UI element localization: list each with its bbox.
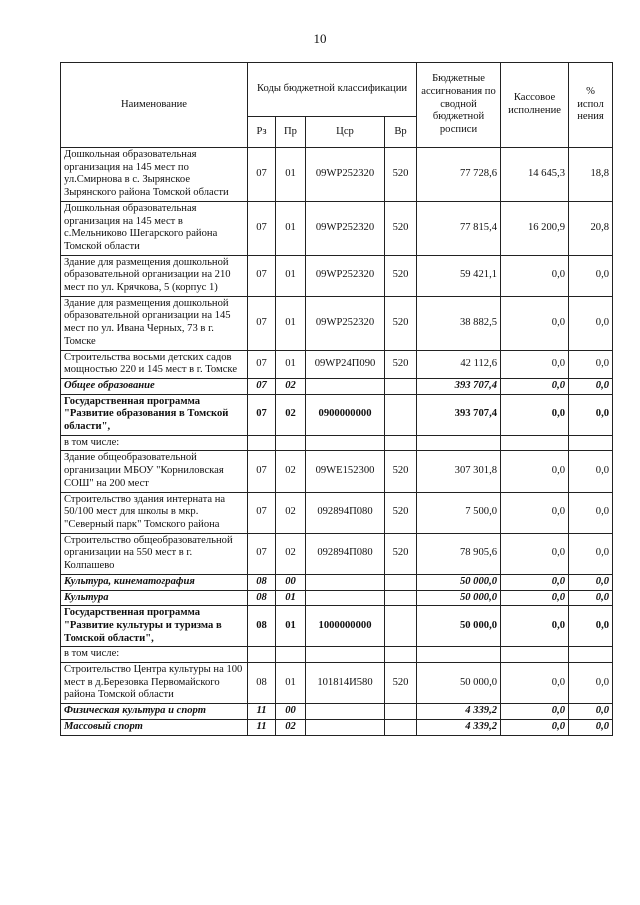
row-rz-cell: 11 bbox=[248, 719, 276, 735]
row-assignment-cell: 50 000,0 bbox=[417, 574, 501, 590]
row-csr-cell: 09WP24П090 bbox=[306, 350, 385, 378]
row-pr-cell: 02 bbox=[276, 378, 306, 394]
row-rz-cell: 11 bbox=[248, 704, 276, 720]
row-vr-cell bbox=[385, 606, 417, 647]
row-percent-cell: 0,0 bbox=[569, 394, 613, 435]
row-csr-cell: 09WP252320 bbox=[306, 148, 385, 202]
row-name-cell: Строительство Центра культуры на 100 мест в д.Березовка Первомайского района Томской области bbox=[61, 663, 248, 704]
row-name-cell: Строительство здания интерната на 50/100 мест для школы в мкр. "Северный парк" Томского района bbox=[61, 492, 248, 533]
row-pr-cell: 02 bbox=[276, 451, 306, 492]
row-percent-cell: 0,0 bbox=[569, 492, 613, 533]
row-name-cell: Культура bbox=[61, 590, 248, 606]
row-vr-cell: 520 bbox=[385, 296, 417, 350]
row-percent-cell: 0,0 bbox=[569, 590, 613, 606]
row-csr-cell: 09WE152300 bbox=[306, 451, 385, 492]
table-row bbox=[61, 574, 613, 590]
row-cash-cell bbox=[501, 647, 569, 663]
row-vr-cell bbox=[385, 704, 417, 720]
table-row bbox=[61, 255, 613, 296]
row-percent-cell bbox=[569, 647, 613, 663]
row-csr-cell bbox=[306, 704, 385, 720]
row-percent-cell: 0,0 bbox=[569, 663, 613, 704]
row-csr-cell: 09WP252320 bbox=[306, 255, 385, 296]
row-assignment-cell bbox=[417, 435, 501, 451]
row-pr-cell: 01 bbox=[276, 606, 306, 647]
row-assignment-cell: 4 339,2 bbox=[417, 704, 501, 720]
row-assignment-cell: 393 707,4 bbox=[417, 394, 501, 435]
row-rz-cell: 08 bbox=[248, 606, 276, 647]
row-percent-cell: 0,0 bbox=[569, 296, 613, 350]
row-pr-cell: 02 bbox=[276, 492, 306, 533]
row-percent-cell: 0,0 bbox=[569, 350, 613, 378]
header-assignments: Бюджетные ассигнования по сводной бюджетной росписи bbox=[417, 63, 501, 148]
row-pr-cell: 01 bbox=[276, 663, 306, 704]
row-cash-cell: 0,0 bbox=[501, 704, 569, 720]
row-rz-cell: 07 bbox=[248, 350, 276, 378]
row-vr-cell: 520 bbox=[385, 492, 417, 533]
row-cash-cell: 0,0 bbox=[501, 663, 569, 704]
row-assignment-cell: 50 000,0 bbox=[417, 606, 501, 647]
header-name: Наименование bbox=[61, 63, 248, 148]
row-csr-cell: 09WP252320 bbox=[306, 296, 385, 350]
row-pr-cell: 00 bbox=[276, 704, 306, 720]
table-row bbox=[61, 492, 613, 533]
table-row bbox=[61, 148, 613, 202]
row-csr-cell bbox=[306, 574, 385, 590]
table-row bbox=[61, 350, 613, 378]
row-assignment-cell bbox=[417, 647, 501, 663]
row-assignment-cell: 78 905,6 bbox=[417, 533, 501, 574]
table-row bbox=[61, 647, 613, 663]
row-csr-cell bbox=[306, 647, 385, 663]
row-pr-cell bbox=[276, 435, 306, 451]
row-percent-cell: 0,0 bbox=[569, 606, 613, 647]
row-percent-cell: 20,8 bbox=[569, 201, 613, 255]
row-cash-cell: 0,0 bbox=[501, 719, 569, 735]
row-name-cell: Общее образование bbox=[61, 378, 248, 394]
row-rz-cell: 07 bbox=[248, 378, 276, 394]
row-pr-cell: 01 bbox=[276, 296, 306, 350]
row-vr-cell bbox=[385, 574, 417, 590]
header-rz: Рз bbox=[248, 117, 276, 148]
row-vr-cell: 520 bbox=[385, 148, 417, 202]
row-cash-cell: 0,0 bbox=[501, 533, 569, 574]
row-csr-cell: 1000000000 bbox=[306, 606, 385, 647]
row-pr-cell: 02 bbox=[276, 394, 306, 435]
row-vr-cell bbox=[385, 435, 417, 451]
row-rz-cell bbox=[248, 647, 276, 663]
row-cash-cell: 14 645,3 bbox=[501, 148, 569, 202]
row-assignment-cell: 4 339,2 bbox=[417, 719, 501, 735]
row-name-cell: Государственная программа "Развитие культуры и туризма в Томской области", bbox=[61, 606, 248, 647]
row-name-cell: Культура, кинематография bbox=[61, 574, 248, 590]
row-name-cell: Массовый спорт bbox=[61, 719, 248, 735]
row-percent-cell: 0,0 bbox=[569, 574, 613, 590]
row-name-cell: Строительство общеобразовательной организации на 550 мест в г. Колпашево bbox=[61, 533, 248, 574]
row-csr-cell: 092894П080 bbox=[306, 492, 385, 533]
row-cash-cell: 0,0 bbox=[501, 492, 569, 533]
row-percent-cell: 0,0 bbox=[569, 704, 613, 720]
row-cash-cell: 0,0 bbox=[501, 606, 569, 647]
row-assignment-cell: 38 882,5 bbox=[417, 296, 501, 350]
table-row bbox=[61, 394, 613, 435]
row-cash-cell: 0,0 bbox=[501, 255, 569, 296]
row-assignment-cell: 50 000,0 bbox=[417, 590, 501, 606]
row-csr-cell: 09WP252320 bbox=[306, 201, 385, 255]
row-name-cell: Физическая культура и спорт bbox=[61, 704, 248, 720]
row-name-cell: в том числе: bbox=[61, 647, 248, 663]
row-rz-cell: 07 bbox=[248, 201, 276, 255]
budget-table bbox=[60, 62, 613, 736]
row-pr-cell: 00 bbox=[276, 574, 306, 590]
row-vr-cell bbox=[385, 378, 417, 394]
table-row bbox=[61, 590, 613, 606]
row-rz-cell: 08 bbox=[248, 590, 276, 606]
row-cash-cell: 0,0 bbox=[501, 350, 569, 378]
row-csr-cell bbox=[306, 590, 385, 606]
row-assignment-cell: 7 500,0 bbox=[417, 492, 501, 533]
row-rz-cell bbox=[248, 435, 276, 451]
row-name-cell: Здание общеобразовательной организации МБОУ "Корниловская СОШ" на 200 мест bbox=[61, 451, 248, 492]
table-row bbox=[61, 606, 613, 647]
row-assignment-cell: 307 301,8 bbox=[417, 451, 501, 492]
row-name-cell: Строительства восьми детских садов мощностью 220 и 145 мест в г. Томске bbox=[61, 350, 248, 378]
header-cash: Кассовое исполнение bbox=[501, 63, 569, 148]
row-cash-cell: 0,0 bbox=[501, 574, 569, 590]
row-name-cell: в том числе: bbox=[61, 435, 248, 451]
row-csr-cell: 0900000000 bbox=[306, 394, 385, 435]
row-cash-cell: 0,0 bbox=[501, 590, 569, 606]
row-pr-cell: 02 bbox=[276, 533, 306, 574]
row-pr-cell: 02 bbox=[276, 719, 306, 735]
row-csr-cell bbox=[306, 719, 385, 735]
row-assignment-cell: 59 421,1 bbox=[417, 255, 501, 296]
row-vr-cell bbox=[385, 590, 417, 606]
row-vr-cell: 520 bbox=[385, 201, 417, 255]
row-vr-cell bbox=[385, 719, 417, 735]
row-percent-cell: 0,0 bbox=[569, 378, 613, 394]
table-row bbox=[61, 533, 613, 574]
row-cash-cell: 16 200,9 bbox=[501, 201, 569, 255]
row-assignment-cell: 42 112,6 bbox=[417, 350, 501, 378]
row-csr-cell bbox=[306, 378, 385, 394]
row-percent-cell: 18,8 bbox=[569, 148, 613, 202]
header-csr: Цср bbox=[306, 117, 385, 148]
row-rz-cell: 08 bbox=[248, 663, 276, 704]
row-pr-cell bbox=[276, 647, 306, 663]
row-percent-cell: 0,0 bbox=[569, 255, 613, 296]
row-name-cell: Государственная программа "Развитие образования в Томской области", bbox=[61, 394, 248, 435]
table-row bbox=[61, 704, 613, 720]
row-name-cell: Дошкольная образовательная организация на 145 мест в с.Мельниково Шегарского района Томской области bbox=[61, 201, 248, 255]
row-cash-cell: 0,0 bbox=[501, 394, 569, 435]
header-codes-group: Коды бюджетной классификации bbox=[248, 63, 417, 117]
row-rz-cell: 07 bbox=[248, 492, 276, 533]
row-cash-cell bbox=[501, 435, 569, 451]
row-rz-cell: 08 bbox=[248, 574, 276, 590]
table-row bbox=[61, 435, 613, 451]
row-vr-cell bbox=[385, 394, 417, 435]
row-rz-cell: 07 bbox=[248, 148, 276, 202]
row-pr-cell: 01 bbox=[276, 590, 306, 606]
row-name-cell: Дошкольная образовательная организация на 145 мест по ул.Смирнова в с. Зырянское Зырянского района Томской области bbox=[61, 148, 248, 202]
row-rz-cell: 07 bbox=[248, 533, 276, 574]
row-pr-cell: 01 bbox=[276, 255, 306, 296]
header-percent: % испол нения bbox=[569, 63, 613, 148]
row-vr-cell: 520 bbox=[385, 255, 417, 296]
table-body bbox=[61, 148, 613, 736]
row-name-cell: Здание для размещения дошкольной образовательной организации на 210 мест по ул. Крячкова, 5 (корпус 1) bbox=[61, 255, 248, 296]
table-row bbox=[61, 201, 613, 255]
row-csr-cell: 092894П080 bbox=[306, 533, 385, 574]
table-row bbox=[61, 663, 613, 704]
row-assignment-cell: 393 707,4 bbox=[417, 378, 501, 394]
row-rz-cell: 07 bbox=[248, 255, 276, 296]
row-pr-cell: 01 bbox=[276, 201, 306, 255]
table-row bbox=[61, 296, 613, 350]
row-cash-cell: 0,0 bbox=[501, 451, 569, 492]
row-vr-cell: 520 bbox=[385, 451, 417, 492]
row-assignment-cell: 77 815,4 bbox=[417, 201, 501, 255]
row-cash-cell: 0,0 bbox=[501, 378, 569, 394]
row-cash-cell: 0,0 bbox=[501, 296, 569, 350]
row-name-cell: Здание для размещения дошкольной образовательной организации на 145 мест по ул. Ивана Черных, 73 в г. Томске bbox=[61, 296, 248, 350]
page-number: 10 bbox=[313, 31, 327, 46]
row-rz-cell: 07 bbox=[248, 394, 276, 435]
row-vr-cell: 520 bbox=[385, 533, 417, 574]
header-pr: Пр bbox=[276, 117, 306, 148]
table-row bbox=[61, 378, 613, 394]
row-pr-cell: 01 bbox=[276, 148, 306, 202]
row-csr-cell: 101814И580 bbox=[306, 663, 385, 704]
row-vr-cell bbox=[385, 647, 417, 663]
row-rz-cell: 07 bbox=[248, 451, 276, 492]
row-rz-cell: 07 bbox=[248, 296, 276, 350]
row-percent-cell: 0,0 bbox=[569, 719, 613, 735]
row-assignment-cell: 50 000,0 bbox=[417, 663, 501, 704]
row-percent-cell: 0,0 bbox=[569, 451, 613, 492]
row-percent-cell bbox=[569, 435, 613, 451]
row-pr-cell: 01 bbox=[276, 350, 306, 378]
row-assignment-cell: 77 728,6 bbox=[417, 148, 501, 202]
table-row bbox=[61, 719, 613, 735]
row-csr-cell bbox=[306, 435, 385, 451]
row-percent-cell: 0,0 bbox=[569, 533, 613, 574]
row-vr-cell: 520 bbox=[385, 350, 417, 378]
header-vr: Вр bbox=[385, 117, 417, 148]
table-row bbox=[61, 451, 613, 492]
row-vr-cell: 520 bbox=[385, 663, 417, 704]
